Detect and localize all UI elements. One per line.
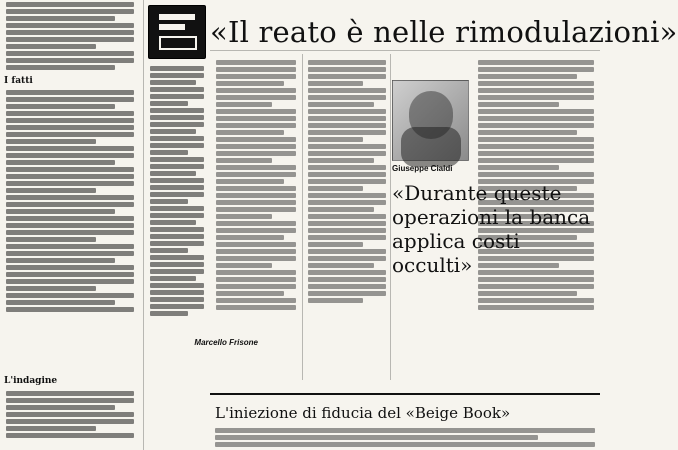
article-body-col-1-text [212, 58, 300, 312]
article-photo [392, 80, 469, 161]
article-col-1-divider [302, 54, 303, 380]
article-body-col-2 [304, 0, 390, 450]
left-column-divider [143, 0, 144, 450]
pull-quote: «Durante queste operazioni la banca applica costi occulti» [392, 181, 591, 277]
bottom-article-title: L'iniezione di fiducia del «Beige Book» [215, 404, 511, 422]
photo-caption: Giuseppe Cialdi [392, 164, 453, 173]
article-headline: «Il reato è nelle rimodulazioni» [210, 15, 678, 49]
section-facts-title: I fatti [4, 76, 33, 86]
left-column-investigation-text [0, 389, 140, 440]
bottom-article-text [215, 426, 595, 449]
article-body-col-2-text [304, 58, 390, 305]
article-col-2-divider [390, 54, 391, 380]
left-column-top-text [0, 0, 140, 72]
second-column-text [146, 64, 208, 318]
article-body-col-1 [212, 0, 300, 450]
section-investigation-title: L'indagine [4, 376, 58, 386]
left-column [0, 0, 140, 450]
left-column-facts-text [0, 88, 140, 314]
second-column [146, 0, 208, 450]
byline-name: Marcello Frisone [194, 338, 258, 347]
